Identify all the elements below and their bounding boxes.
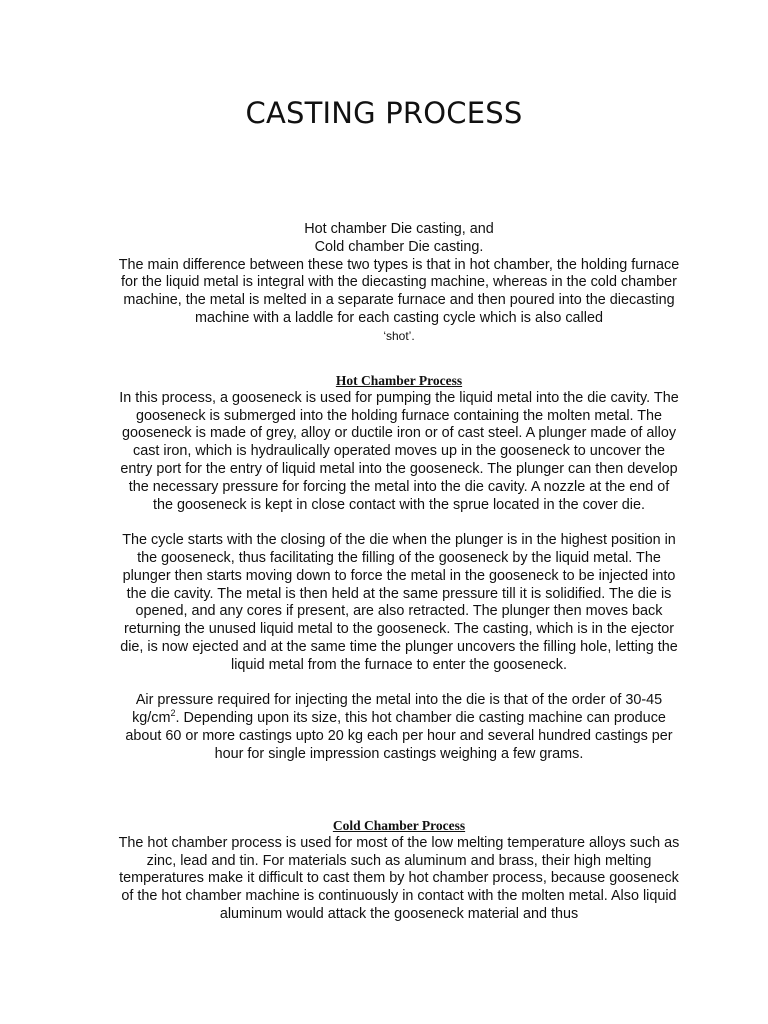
unit-superscript: 2: [170, 708, 176, 719]
cold-chamber-section: [118, 817, 680, 924]
hot-chamber-paragraph-1: In this process, a gooseneck is used for pumping the liquid metal into the die cavity. The gooseneck is submerged into the holding furnace containing the molten metal. The gooseneck is made of grey, alloy or ductile iron or of cast steel. A plunger made of alloy cast iron, which is hydraulically operated moves up in the gooseneck to uncover the entry port for the entry of liquid metal into the gooseneck. The plunger can then develop the necessary pressure for forcing the metal into the die cavity. A nozzle at the end of the gooseneck is kept in close contact with the sprue located in the cover die.: [119, 389, 679, 513]
intro-line-hot-chamber: Hot chamber Die casting, and: [304, 221, 494, 237]
hot-chamber-section: [118, 372, 680, 764]
paragraph-spacer: [118, 675, 680, 693]
hot-chamber-paragraph-2: The cycle starts with the closing of the die when the plunger is in the highest position in the gooseneck, thus facilitating the filling of the gooseneck by the liquid metal. The plunger then starts moving down to force the metal in the gooseneck to be injected into the die cavity. The metal is then held at the same pressure till it is solidified. The die is opened, and any cores if present, are also retracted. The plunger then moves back returning the unused liquid metal to the gooseneck. The casting, which is in the ejector die, is now ejected and at the same time the plunger uncovers the filling hole, letting the liquid metal from the furnace to enter the gooseneck.: [120, 532, 678, 673]
page-title: CASTING PROCESS: [245, 96, 523, 130]
hot-chamber-heading: Hot Chamber Process: [335, 373, 463, 388]
hot-chamber-paragraph-3: [118, 692, 680, 763]
intro-paragraph: The main difference between these two types is that in hot chamber, the holding furnace for the liquid metal is integral with the diecasting machine, whereas in the cold chamber machine, the metal is melted in a separate furnace and then poured into the diecasting machine with a laddle for each casting cycle which is also called: [118, 256, 680, 326]
intro-section: [118, 221, 680, 346]
machine-output-text: . Depending upon its size, this hot chamber die casting machine can produce about 60 or more castings upto 20 kg each per hour and several hundred castings per hour for single impression castings weighing a few grams.: [125, 710, 673, 762]
cold-chamber-heading: Cold Chamber Process: [332, 818, 466, 833]
air-pressure-text: Air pressure required for injecting the metal into the die is that of the order of 30-45 kg/cm: [132, 692, 663, 727]
cold-chamber-paragraph-1: The hot chamber process is used for most of the low melting temperature alloys such as zinc, lead and tin. For materials such as aluminum and brass, their high melting temperatures make it difficult to cast them by hot chamber process, because gooseneck of the hot chamber machine is continuously in contact with the molten metal. Also liquid aluminum would attack the gooseneck material and thus: [118, 834, 680, 922]
intro-shot-term: ‘shot’.: [383, 328, 415, 343]
intro-line-cold-chamber: Cold chamber Die casting.: [314, 238, 484, 255]
paragraph-spacer: [118, 514, 680, 532]
